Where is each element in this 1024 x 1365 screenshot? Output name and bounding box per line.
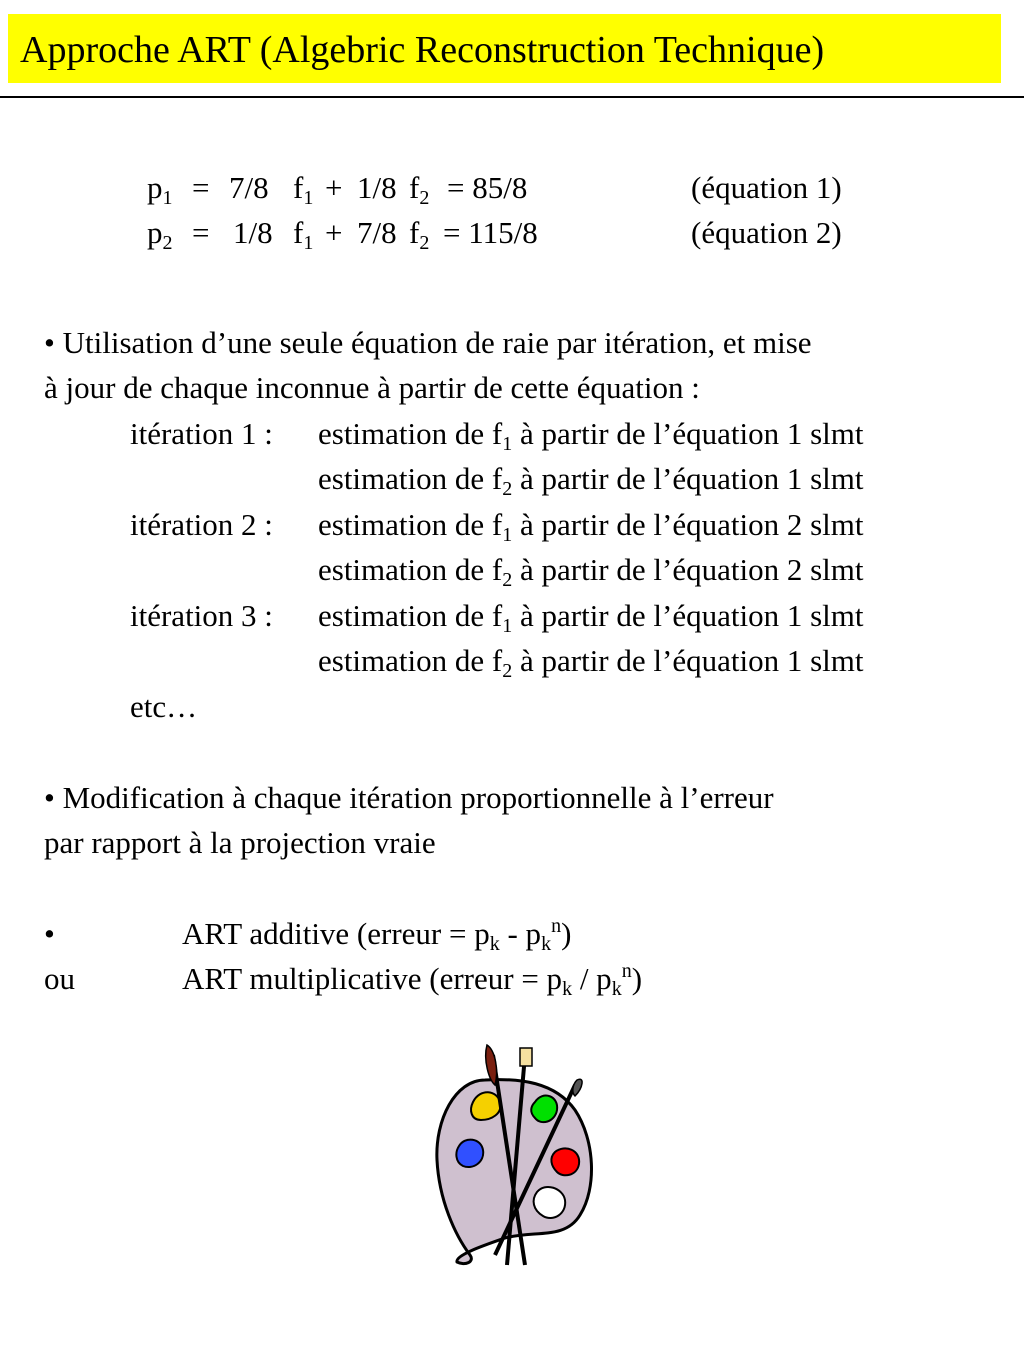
title-divider	[0, 96, 1024, 98]
eq1-f2: $f_2$	[409, 170, 430, 209]
equation-2: $p_2$	[147, 215, 173, 254]
eq2-equals: =	[192, 215, 210, 250]
iteration-3-label: itération 3 :	[130, 598, 273, 633]
art-multiplicative: ART multiplicative (erreur = $p_k / p_k^n$)	[182, 960, 643, 1000]
art-ou: ou	[44, 961, 75, 996]
eq2-f2: $f_2$	[409, 215, 430, 254]
bullet-2-line-1: • Modification à chaque itération proportionnelle à l’erreur	[44, 780, 774, 815]
paint-red	[551, 1148, 579, 1175]
eq2-coef-b: 7/8	[357, 215, 397, 250]
eq1-coef-a: 7/8	[229, 170, 269, 205]
iteration-2-est-f2: estimation de $f_2$ à partir de l’équation 2 slmt	[318, 552, 864, 591]
eq2-f1: $f_1$	[293, 215, 314, 254]
page-title: Approche ART (Algebric Reconstruction Technique)	[20, 29, 825, 71]
eq1-equals: =	[192, 170, 210, 205]
iterations-etc: etc…	[130, 689, 198, 724]
eq2-plus: +	[325, 215, 343, 250]
eq2-rhs: = 115/8	[443, 215, 538, 250]
eq1-label: (équation 1)	[691, 170, 842, 205]
art-additive: ART additive (erreur = $p_k - p_k^n$)	[182, 915, 572, 955]
iteration-1-label: itération 1 :	[130, 416, 273, 451]
paint-palette-icon	[425, 1040, 605, 1270]
paint-blue	[456, 1140, 483, 1167]
bullet-1-line-2: à jour de chaque inconnue à partir de cette équation :	[44, 370, 700, 405]
paint-white	[534, 1187, 566, 1218]
bullet-1-line-1: • Utilisation d’une seule équation de raie par itération, et mise	[44, 325, 812, 360]
eq2-label: (équation 2)	[691, 215, 842, 250]
iteration-2-est-f1: estimation de $f_1$ à partir de l’équation 2 slmt	[318, 507, 864, 546]
art-bullet: •	[44, 916, 55, 951]
eq1-rhs: = 85/8	[447, 170, 528, 205]
iteration-1-est-f2: estimation de $f_2$ à partir de l’équation 1 slmt	[318, 461, 864, 500]
eq2-coef-a: 1/8	[233, 215, 273, 250]
iteration-3-est-f2: estimation de $f_2$ à partir de l’équation 1 slmt	[318, 643, 864, 682]
eq1-plus: +	[325, 170, 343, 205]
equation-1: $p_1$	[147, 170, 173, 209]
eq1-coef-b: 1/8	[357, 170, 397, 205]
eq1-f1: $f_1$	[293, 170, 314, 209]
bullet-2-line-2: par rapport à la projection vraie	[44, 825, 436, 860]
iteration-3-est-f1: estimation de $f_1$ à partir de l’équation 1 slmt	[318, 598, 864, 637]
iteration-2-label: itération 2 :	[130, 507, 273, 542]
iteration-1-est-f1: estimation de $f_1$ à partir de l’équation 1 slmt	[318, 416, 864, 455]
